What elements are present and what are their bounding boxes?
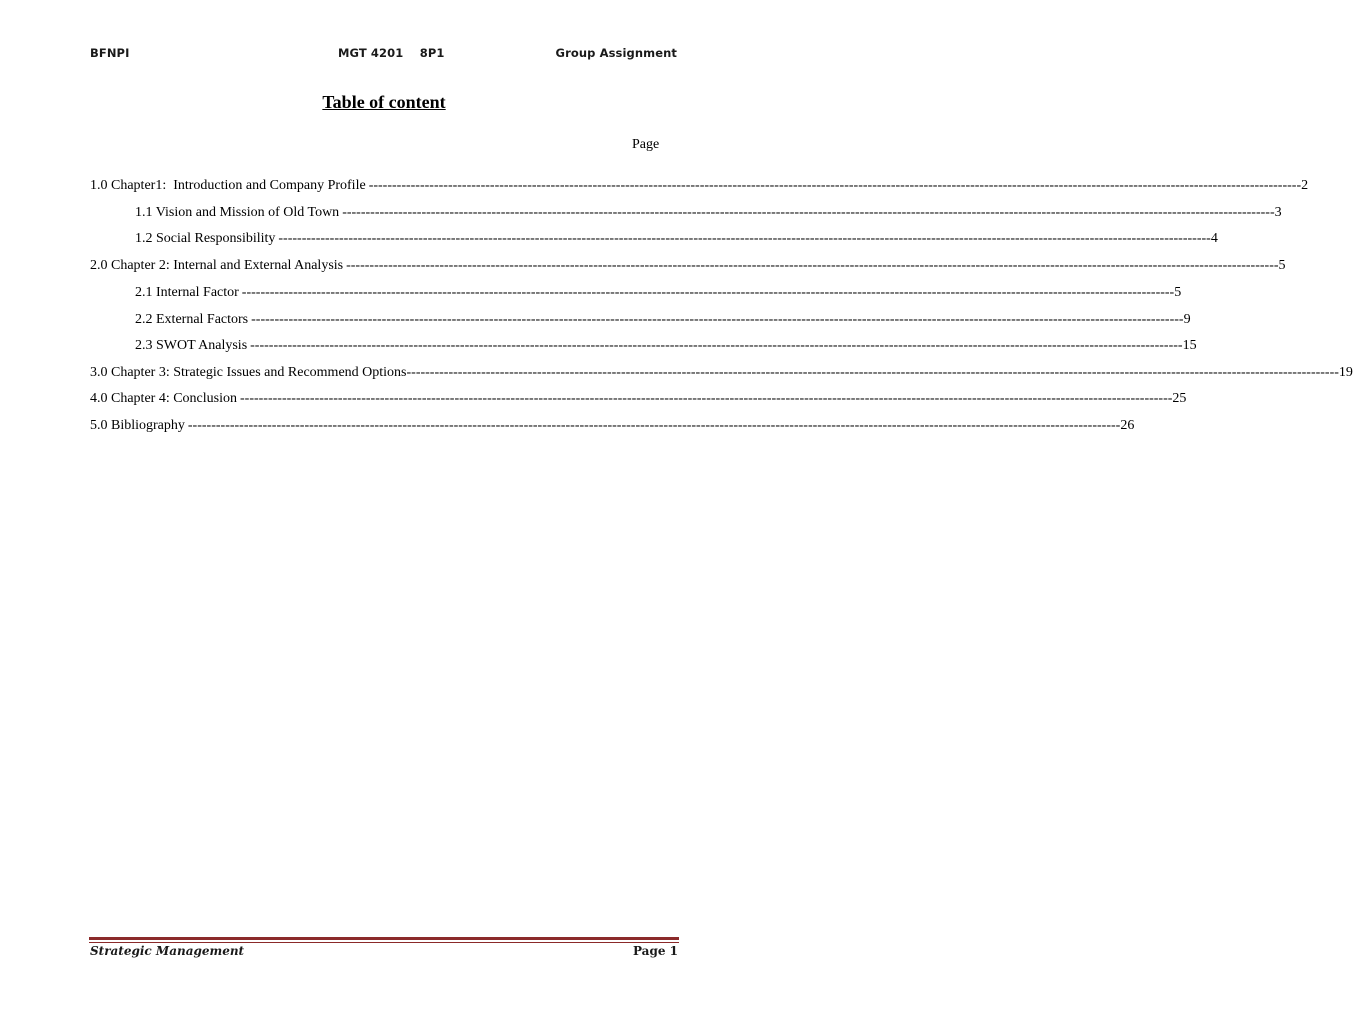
toc-entry-title: 2.0 Chapter 2: Internal and External Analysis (90, 258, 344, 273)
footer-rule (89, 937, 679, 940)
toc-entry[interactable] (90, 256, 1286, 276)
toc-leader: -------------------------------------------------------------------------------------------------------------------------------------------------------------------------------------------------------- (251, 312, 1184, 327)
footer-course-name: Strategic Management (90, 944, 245, 958)
toc-entry-title: 1.2 Social Responsibility (135, 231, 276, 246)
toc-entry[interactable] (90, 363, 1353, 383)
toc-entry[interactable] (135, 229, 1218, 249)
toc-entry-title: 1.0 Chapter1: Introduction and Company Profile (90, 178, 366, 193)
header-left-text: BFNPI (90, 46, 130, 60)
toc-leader: -------------------------------------------------------------------------------------------------------------------------------------------------------------------------------------------------------- (250, 338, 1183, 353)
toc-entry[interactable] (90, 416, 1135, 436)
toc-entry-title: 4.0 Chapter 4: Conclusion (90, 391, 237, 406)
toc-entry-title: 1.1 Vision and Mission of Old Town (135, 205, 340, 220)
toc-leader: -------------------------------------------------------------------------------------------------------------------------------------------------------------------------------------------------------- (187, 418, 1121, 433)
footer-rule-thin (89, 942, 679, 943)
toc-entry-title: 3.0 Chapter 3: Strategic Issues and Recommend Options (90, 365, 407, 380)
toc-entry-page: 9 (1183, 312, 1191, 327)
toc-entry-page: 26 (1120, 418, 1135, 433)
page-column-heading: Page (632, 137, 660, 152)
header-course-code: MGT 4201 8P1 (338, 46, 445, 60)
toc-entry-page: 4 (1210, 231, 1218, 246)
toc-entry-page: 3 (1274, 205, 1282, 220)
toc-entry[interactable] (135, 310, 1191, 330)
toc-leader: -------------------------------------------------------------------------------------------------------------------------------------------------------------------------------------------------------- (241, 285, 1175, 300)
page-title: Table of content (322, 92, 446, 112)
toc-entry-page: 5 (1278, 258, 1286, 273)
toc-leader: -------------------------------------------------------------------------------------------------------------------------------------------------------------------------------------------------------- (406, 365, 1339, 380)
toc-entry-page: 19 (1338, 365, 1353, 380)
toc-entry-title: 2.3 SWOT Analysis (135, 338, 248, 353)
toc-leader: -------------------------------------------------------------------------------------------------------------------------------------------------------------------------------------------------------- (240, 391, 1173, 406)
toc-entry[interactable] (135, 203, 1282, 223)
toc-leader: -------------------------------------------------------------------------------------------------------------------------------------------------------------------------------------------------------- (278, 231, 1211, 246)
toc-entry[interactable] (90, 389, 1187, 409)
toc-entry[interactable] (135, 336, 1197, 356)
toc-leader: -------------------------------------------------------------------------------------------------------------------------------------------------------------------------------------------------------- (346, 258, 1279, 273)
toc-leader: -------------------------------------------------------------------------------------------------------------------------------------------------------------------------------------------------------- (342, 205, 1275, 220)
toc-entry-page: 15 (1182, 338, 1197, 353)
toc-entry-page: 25 (1172, 391, 1187, 406)
toc-entry-title: 2.2 External Factors (135, 312, 249, 327)
header-right-text: Group Assignment (555, 46, 677, 60)
toc-leader: -------------------------------------------------------------------------------------------------------------------------------------------------------------------------------------------------------- (368, 178, 1302, 193)
toc-entry[interactable] (135, 283, 1182, 303)
toc-entry-title: 2.1 Internal Factor (135, 285, 239, 300)
toc-entry-title: 5.0 Bibliography (90, 418, 185, 433)
footer-page-number: Page 1 (632, 944, 678, 958)
toc-entry-page: 2 (1301, 178, 1309, 193)
toc-entry-page: 5 (1174, 285, 1182, 300)
toc-entry[interactable] (90, 176, 1309, 196)
